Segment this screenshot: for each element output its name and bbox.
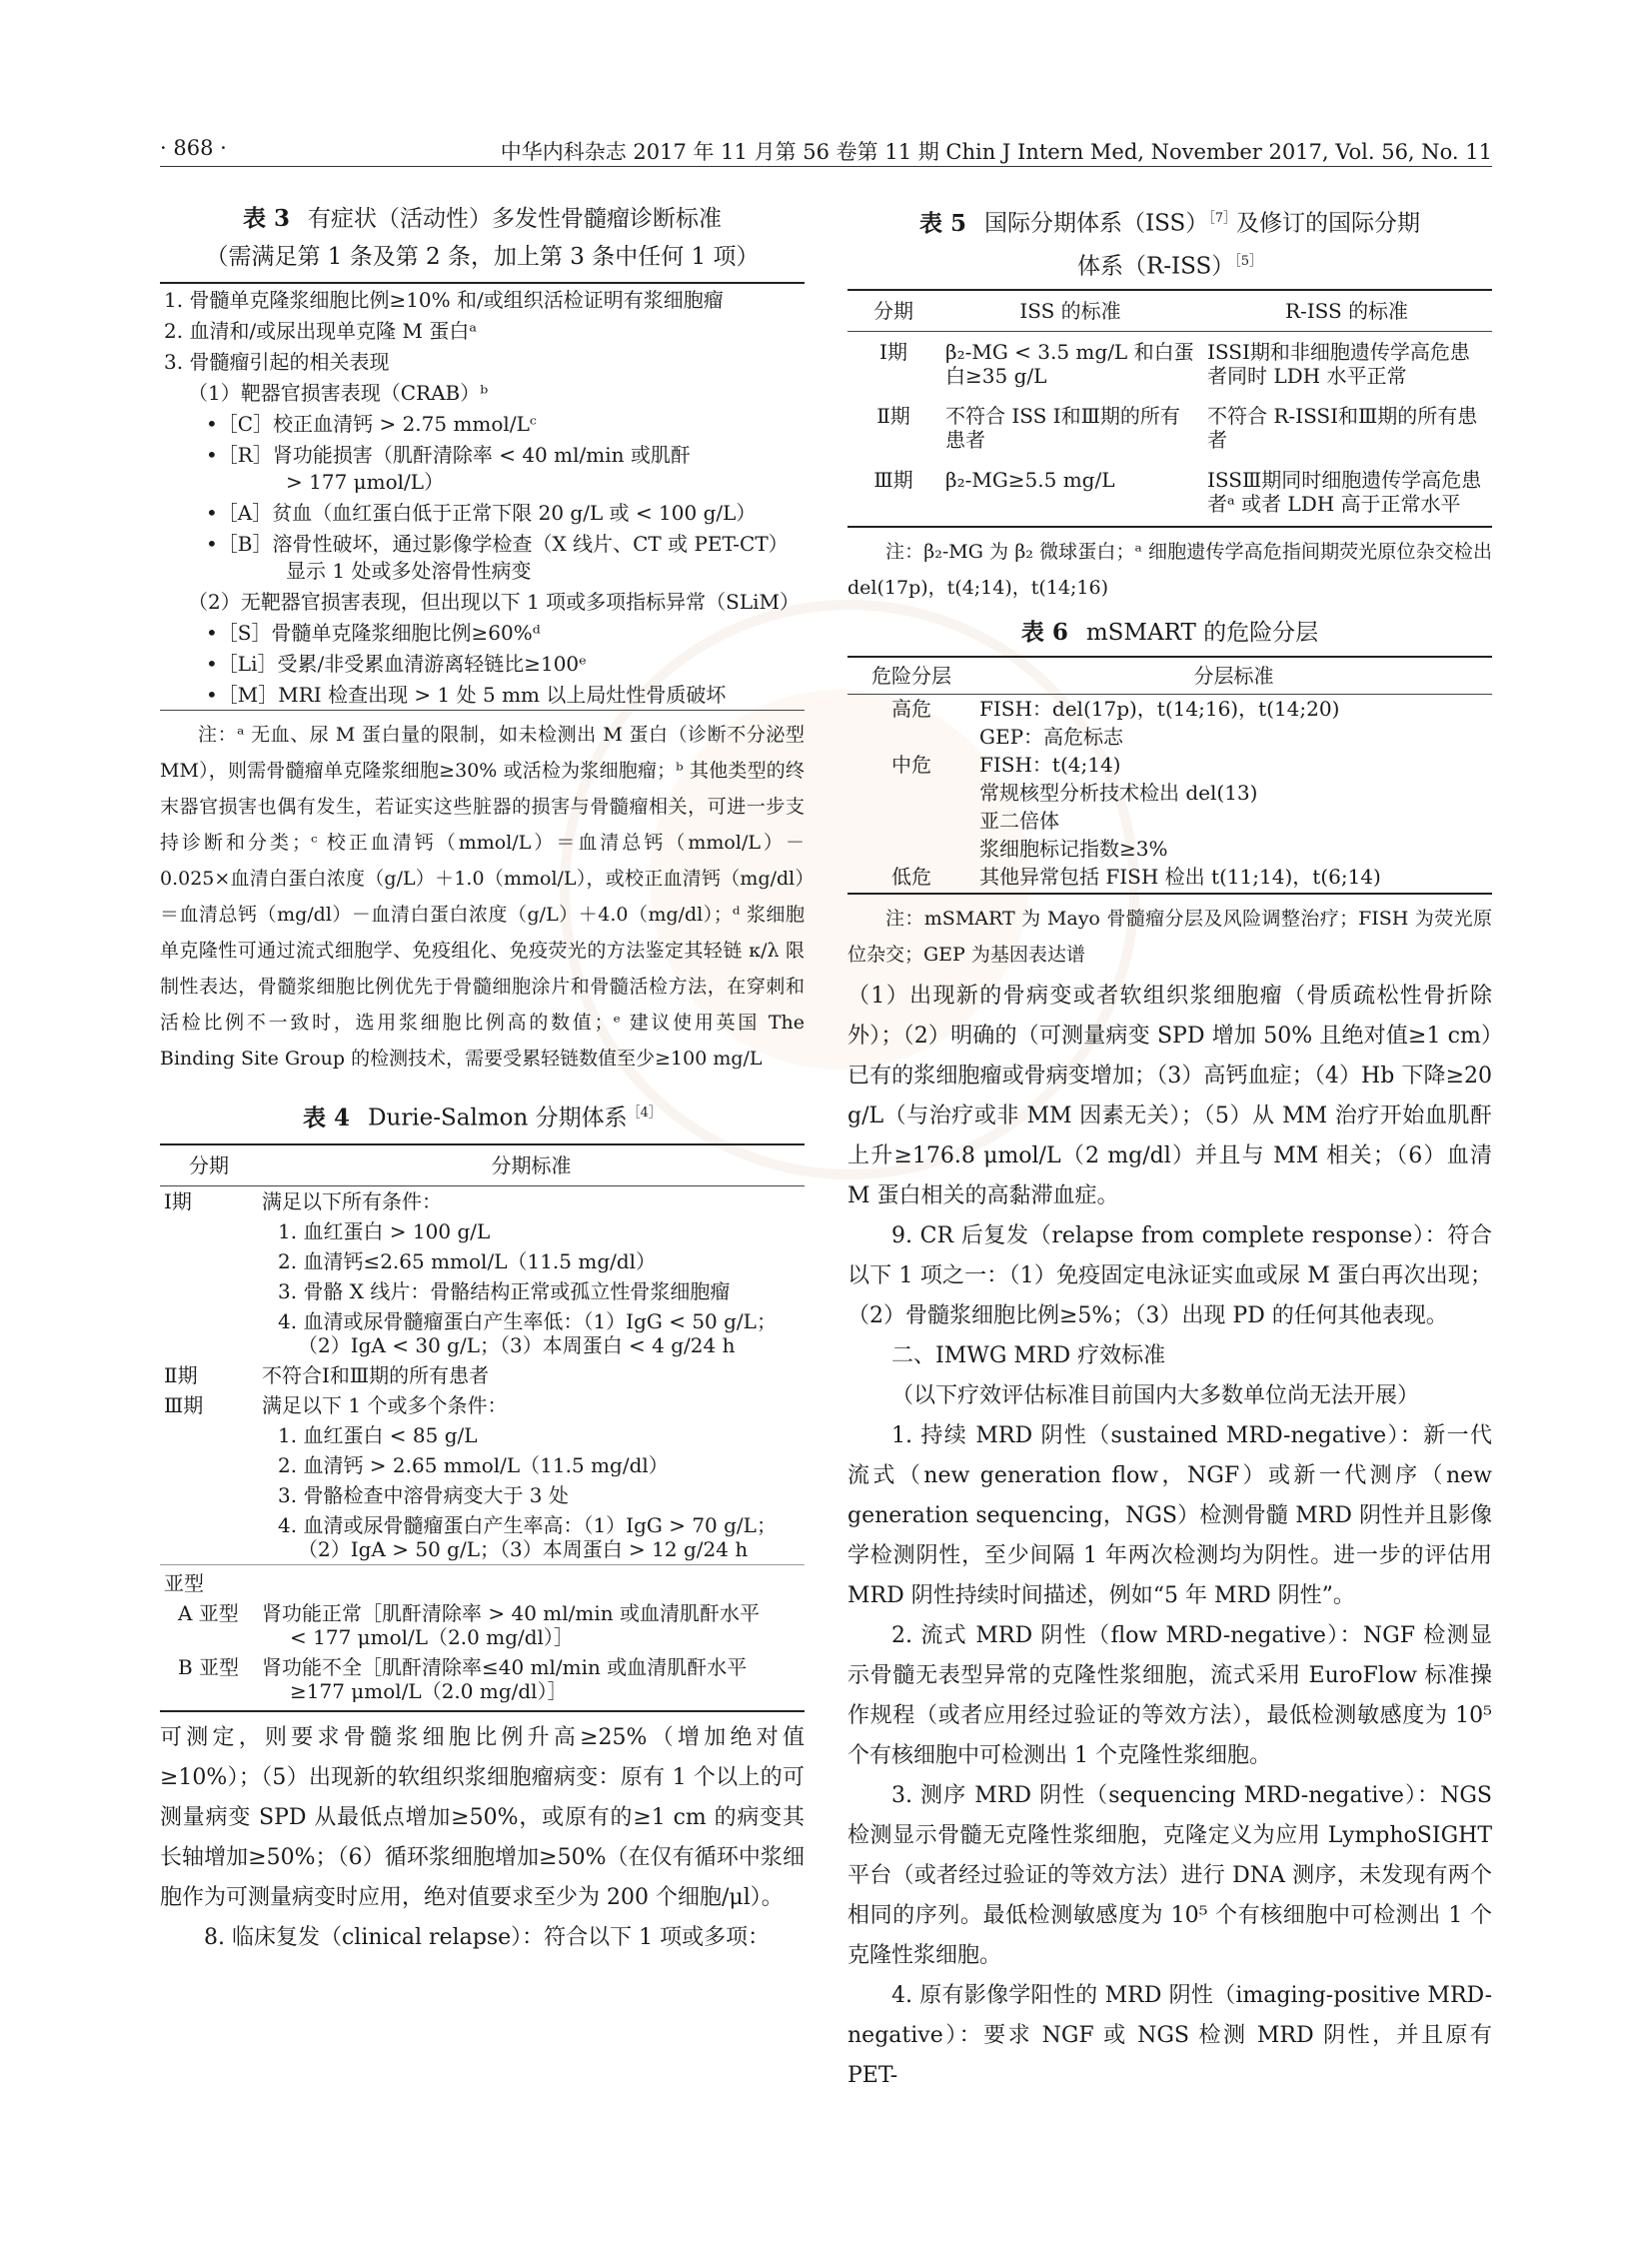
table3-row: （1）靶器官损害表现（CRAB）ᵇ xyxy=(188,381,489,405)
table4-header: 分期标准 xyxy=(258,1145,805,1186)
table5-note: 注：β₂-MG 为 β₂ 微球蛋白；ᵃ 细胞遗传学高危指间期荧光原位杂交检出 del(17p)，t(4;14)，t(14;16) xyxy=(847,541,1492,600)
running-header xyxy=(160,132,1492,167)
table5-header: 分期 xyxy=(847,291,939,332)
page-number: · 868 · xyxy=(160,136,227,160)
paragraph: 4. 原有影像学阳性的 MRD 阴性（imaging-positive MRD-negative）：要求 NGF 或 NGS 检测 MRD 阴性，并且原有 PET- xyxy=(847,1983,1492,2089)
section-heading: 二、IMWG MRD 疗效标准 xyxy=(891,1343,1166,1369)
table4-cell: 4. 血清或尿骨髓瘤蛋白产生率高：（1）IgG > 70 g/L； （2）IgA > 50 g/L；（3）本周蛋白 > 12 g/24 h xyxy=(278,1512,777,1561)
table4-grid xyxy=(160,1145,805,1706)
table4-cell: 不符合Ⅰ和Ⅲ期的所有患者 xyxy=(262,1362,490,1387)
paragraph: 3. 测序 MRD 阴性（sequencing MRD-negative）：NGS 检测显示骨髓无克隆性浆细胞，克隆定义为应用 LymphoSIGHT 平台（或者经过验证的等效方法）进行 DNA 测序，未发现有两个相同的序列。最低检测敏感度为 10⁵ 个有核细胞中可检测出 1 个克隆性浆细胞。 xyxy=(847,1783,1492,1969)
table4-header: 分期 xyxy=(160,1145,258,1186)
table6 xyxy=(847,614,1492,973)
table6-grid xyxy=(847,658,1492,891)
paragraph: 1. 持续 MRD 阴性（sustained MRD-negative）：新一代流式（new generation flow，NGF）或新一代测序（new generation sequencing，NGS）检测骨髓 MRD 阴性并且影像学检测阴性，至少间隔 1 年两次检测均为阴性。进一步的评估用 MRD 阴性持续时间描述，例如“5 年 MRD 阴性”。 xyxy=(847,1423,1492,1609)
table3-caption-line2: （需满足第 1 条及第 2 条，加上第 3 条中任何 1 项） xyxy=(205,244,760,270)
table6-cell: 浆细胞标记指数≥3% xyxy=(979,837,1168,862)
table6-cell: 其他异常包括 FISH 检出 t(11;14)，t(6;14) xyxy=(979,865,1381,890)
table6-cell: FISH：t(4;14) xyxy=(979,753,1121,778)
table5-header: ISS 的标准 xyxy=(939,291,1201,332)
table6-cell: 低危 xyxy=(891,865,931,890)
table6-caption: 表 6 mSMART 的危险分层 xyxy=(1020,619,1319,647)
paragraph: 可测定，则要求骨髓浆细胞比例升高≥25%（增加绝对值≥10%）；（5）出现新的软组织浆细胞瘤病变：原有 1 个以上的可测量病变 SPD 从最低点增加≥50%，或原有的≥1 cm 的病变其长轴增加≥50%；（6）循环浆细胞增加≥50%（在仅有循环中浆细胞作为可测量病变时应用，绝对值要求至少为 200 个细胞/μl）。 xyxy=(160,1724,805,1910)
paragraph: （1）出现新的骨病变或者软组织浆细胞瘤（骨质疏松性骨折除外）；（2）明确的（可测量病变 SPD 增加 50% 且绝对值≥1 cm）已有的浆细胞瘤或骨病变增加；（3）高钙血症；（4）Hb 下降≥20 g/L（与治疗或非 MM 因素无关）；（5）从 MM 治疗开始血肌酐上升≥176.8 μmol/L（2 mg/dl）并且与 MM 相关；（6）血清 M 蛋白相关的高黏滞血症。 xyxy=(847,984,1492,1209)
table6-cell: 高危 xyxy=(891,697,931,722)
table4-cell: Ⅲ期 xyxy=(164,1392,204,1417)
table4-cell: 2. 血清钙 > 2.65 mmol/L（11.5 mg/dl） xyxy=(278,1452,669,1477)
table5-cell: Ⅱ期 xyxy=(876,404,910,429)
table6-cell: 亚二倍体 xyxy=(979,809,1059,834)
table6-cell: FISH：del(17p)，t(14;16)，t(14;20) xyxy=(979,697,1340,722)
table6-cell: 中危 xyxy=(891,753,931,778)
table4-cell: Ⅱ期 xyxy=(164,1362,198,1387)
table4-cell: 2. 血清钙≤2.65 mmol/L（11.5 mg/dl） xyxy=(278,1248,657,1273)
table5-cell: 不符合 R-ISSⅠ和Ⅲ期的所有患者 xyxy=(1207,404,1478,453)
table5-cell: 不符合 ISS Ⅰ和Ⅲ期的所有患者 xyxy=(945,404,1180,453)
paragraph: （以下疗效评估标准目前国内大多数单位尚无法开展） xyxy=(891,1383,1420,1409)
table3-row: 2. 血清和/或尿出现单克隆 M 蛋白ᵃ xyxy=(164,319,478,343)
table4-cell: 3. 骨骼检查中溶骨病变大于 3 处 xyxy=(278,1482,569,1507)
journal-citation: 中华内科杂志 2017 年 11 月第 56 卷第 11 期 Chin J Intern Med, November 2017, Vol. 56, No. 11 xyxy=(500,140,1492,164)
table5-cell: β₂-MG≥5.5 mg/L xyxy=(945,468,1115,493)
table3-row: •［S］骨髓单克隆浆细胞比例≥60%ᵈ xyxy=(206,621,541,645)
table6-cell: 常规核型分析技术检出 del(13) xyxy=(979,781,1258,806)
table5-cell: ISSⅢ期同时细胞遗传学高危患者ᵃ 或者 LDH 高于正常水平 xyxy=(1207,468,1482,517)
table5-cell: ISSⅠ期和非细胞遗传学高危患者同时 LDH 水平正常 xyxy=(1207,340,1470,389)
table4-cell: 3. 骨骼 X 线片：骨骼结构正常或孤立性骨浆细胞瘤 xyxy=(278,1278,731,1303)
table6-note: 注：mSMART 为 Mayo 骨髓瘤分层及风险调整治疗；FISH 为荧光原位杂交；GEP 为基因表达谱 xyxy=(847,908,1492,967)
table4-cell: 肾功能不全［肌酐清除率≤40 ml/min 或血清肌酐水平 ≥177 μmol/L（2.0 mg/dl）］ xyxy=(262,1654,748,1703)
table3-body xyxy=(160,284,805,710)
paragraph: 2. 流式 MRD 阴性（flow MRD-negative）：NGF 检测显示骨髓无表型异常的克隆性浆细胞，流式采用 EuroFlow 标准操作规程（或者应用经过验证的等效方法），最低检测敏感度为 10⁵ 个有核细胞中可检测出 1 个克隆性浆细胞。 xyxy=(847,1623,1492,1769)
table4-cell: B 亚型 xyxy=(178,1654,240,1679)
table5-cell: Ⅲ期 xyxy=(873,468,913,493)
left-column xyxy=(160,200,805,1958)
right-body-text xyxy=(847,977,1492,2096)
table3-row: •［Li］受累/非受累血清游离轻链比≥100ᵉ xyxy=(206,652,587,676)
table4-cell: 1. 血红蛋白 > 100 g/L xyxy=(278,1218,491,1243)
table5-caption-line2: 体系$(R-ISS)^{[5]}$ xyxy=(1076,253,1263,280)
table3-row: 显示 1 处或多处溶骨性病变 xyxy=(286,559,532,583)
table6-header: 危险分层 xyxy=(847,658,975,695)
table3-row: 1. 骨髓单克隆浆细胞比例≥10% 和/或组织活检证明有浆细胞瘤 xyxy=(164,288,724,312)
table3-row: •［A］贫血（血红蛋白低于正常下限 20 g/L 或 < 100 g/L） xyxy=(206,501,757,525)
table5-cell: Ⅰ期 xyxy=(879,340,907,365)
table3-row: •［R］肾功能损害（肌酐清除率 < 40 ml/min 或肌酐 xyxy=(206,443,691,467)
table3 xyxy=(160,200,805,1077)
table5-header: R-ISS 的标准 xyxy=(1201,291,1492,332)
table5-cell: β₂-MG < 3.5 mg/L 和白蛋白≥35 g/L xyxy=(945,340,1194,389)
table4-cell: 满足以下 1 个或多个条件： xyxy=(262,1392,508,1417)
table4-cell: 亚型 xyxy=(160,1564,805,1598)
table4-cell: A 亚型 xyxy=(178,1600,239,1625)
left-body-text xyxy=(160,1718,805,1958)
table4-cell: 1. 血红蛋白 < 85 g/L xyxy=(278,1422,478,1447)
table6-header: 分层标准 xyxy=(975,658,1492,695)
table5 xyxy=(847,200,1492,606)
table5-grid xyxy=(847,291,1492,524)
table3-row: > 177 μmol/L） xyxy=(286,470,445,494)
table3-row: •［C］校正血清钙 > 2.75 mmol/Lᶜ xyxy=(206,412,537,436)
table4-cell: 满足以下所有条件： xyxy=(262,1188,442,1213)
table3-row: •［B］溶骨性破坏，通过影像学检查（X 线片、CT 或 PET-CT） xyxy=(206,532,789,556)
table3-row: 3. 骨髓瘤引起的相关表现 xyxy=(164,350,390,374)
paragraph: 8. 临床复发（clinical relapse）：符合以下 1 项或多项： xyxy=(204,1924,771,1950)
right-column xyxy=(847,200,1492,2096)
table4-cell: 肾功能正常［肌酐清除率 > 40 ml/min 或血清肌酐水平 < 177 μmol/L（2.0 mg/dl）］ xyxy=(262,1600,760,1649)
paragraph: 9. CR 后复发（relapse from complete response）：符合以下 1 项之一：（1）免疫固定电泳证实血或尿 M 蛋白再次出现；（2）骨髓浆细胞比例≥5%；（3）出现 PD 的任何其他表现。 xyxy=(847,1223,1492,1329)
table4-cell: 4. 血清或尿骨髓瘤蛋白产生率低：（1）IgG < 50 g/L； （2）IgA < 30 g/L；（3）本周蛋白 < 4 g/24 h xyxy=(278,1308,777,1357)
table4-cell: Ⅰ期 xyxy=(164,1188,192,1213)
table3-note: 注：ᵃ 无血、尿 M 蛋白量的限制，如未检测出 M 蛋白（诊断不分泌型 MM），则需骨髓瘤单克隆浆细胞≥30% 或活检为浆细胞瘤；ᵇ 其他类型的终末器官损害也偶有发生，若证实这些脏器的损害与骨髓瘤相关，可进一步支持诊断和分类；ᶜ 校正血清钙（mmol/L）＝血清总钙（mmol/L）－0.025×血清白蛋白浓度（g/L）＋1.0（mmol/L），或校正血清钙（mg/dl）＝血清总钙（mg/dl）－血清白蛋白浓度（g/L）＋4.0（mg/dl）；ᵈ 浆细胞单克隆性可通过流式细胞学、免疫组化、免疫荧光的方法鉴定其轻链 κ/λ 限制性表达，骨髓浆细胞比例优先于骨髓细胞涂片和骨髓活检方法，在穿刺和活检比例不一致时，选用浆细胞比例高的数值；ᵉ 建议使用英国 The Binding Site Group 的检测技术，需要受累轻链数值至少≥100 mg/L xyxy=(160,724,805,1070)
table6-cell: GEP：高危标志 xyxy=(979,725,1124,750)
table3-caption: 表 3 有症状（活动性）多发性骨髓瘤诊断标准 xyxy=(242,205,722,232)
table4-caption: 表 4 Durie-Salmon 分期体系$^{[4]}$ xyxy=(303,1104,662,1131)
table3-row: •［M］MRI 检查出现 > 1 处 5 mm 以上局灶性骨质破坏 xyxy=(206,683,727,707)
table3-row: （2）无靶器官损害表现，但出现以下 1 项或多项指标异常（SLiM） xyxy=(188,590,801,614)
table4 xyxy=(160,1095,805,1712)
table5-caption: 表 5 国际分期体系（ISS）$^{[7]}$及修订的国际分期 xyxy=(919,209,1420,237)
